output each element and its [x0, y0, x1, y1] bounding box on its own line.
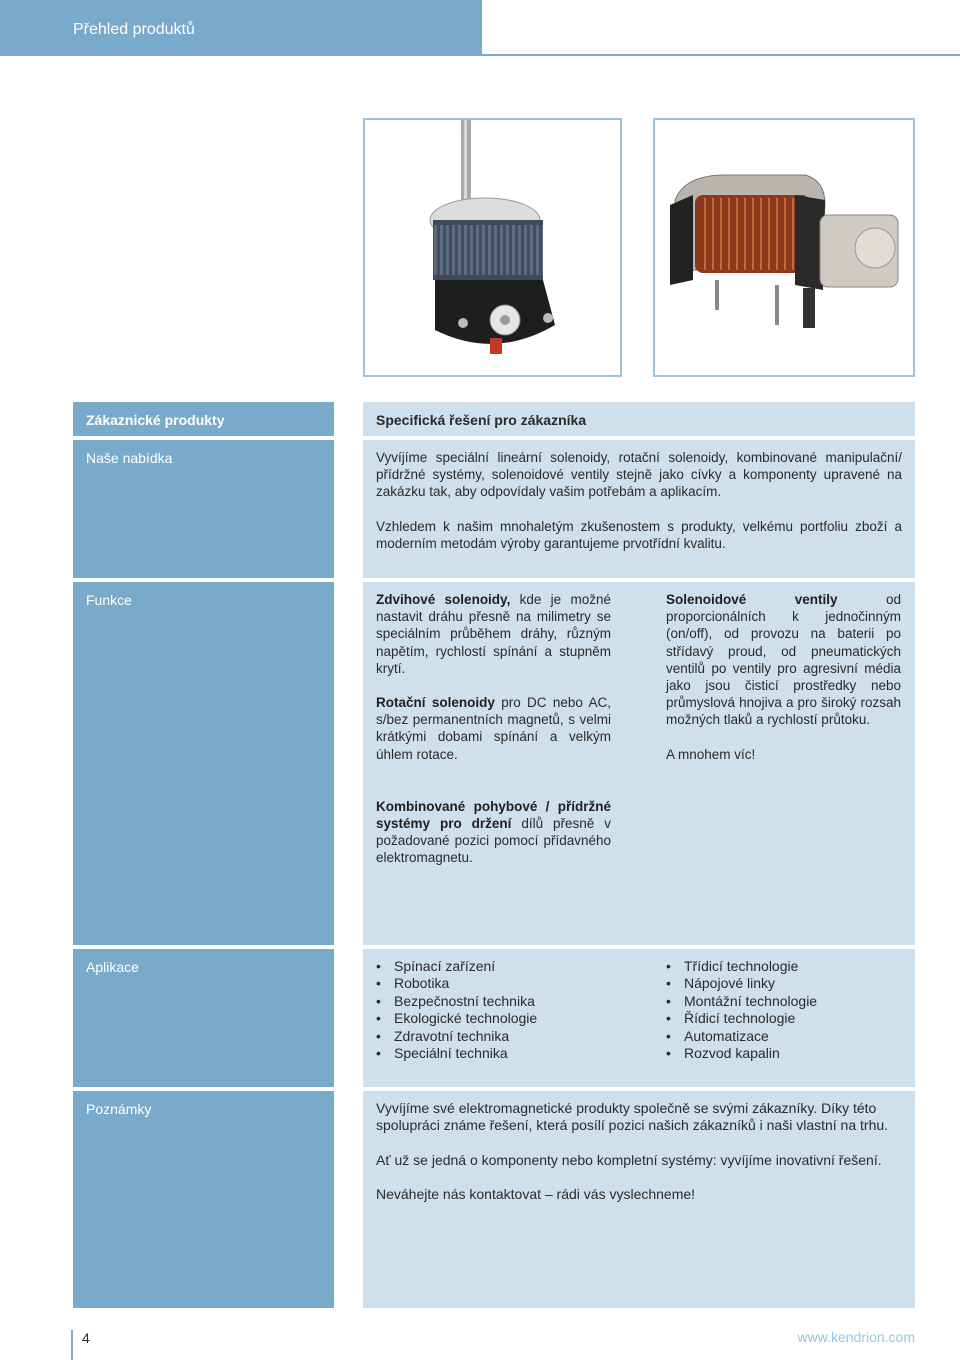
- functions-column-left: [376, 591, 611, 867]
- function-lift-solenoids-title: Zdvihové solenoidy,: [376, 592, 511, 607]
- customer-products-label-cell: [73, 402, 334, 436]
- function-solenoid-valves: [666, 591, 901, 729]
- offer-paragraph-2: Vzhledem k našim mnohaletým zkušenostem s produkty, velkému portfoliu zboží a moderním metodám výroby garantujeme prvotřídní kvalitu.: [376, 518, 902, 551]
- list-item: • Třídicí technologie: [666, 958, 901, 975]
- coil-valve-image: [655, 120, 913, 375]
- offer-content: [363, 440, 915, 578]
- rotary-solenoid-image: [365, 120, 620, 375]
- list-item: • Robotika: [376, 975, 636, 992]
- function-rotary-solenoids-text: pro DC nebo AC, s/bez permanentních magnetů, s velmi krátkými dobami spínání a velkým úhlem rotace.: [376, 695, 611, 762]
- notes-label: Poznámky: [86, 1101, 152, 1117]
- list-item: • Automatizace: [666, 1028, 901, 1045]
- function-rotary-solenoids-title: Rotační solenoidy: [376, 695, 495, 711]
- list-item: • Spínací zařízení: [376, 958, 636, 975]
- list-item: • Montážní technologie: [666, 993, 901, 1010]
- page-number: 4: [82, 1330, 90, 1346]
- function-combined-systems-text: dílů přesně v požadované pozici pomocí přídavného elektromagnetu.: [376, 816, 611, 866]
- notes-content: [363, 1091, 915, 1308]
- list-item: • Bezpečnostní technika: [376, 993, 636, 1010]
- functions-label: Funkce: [86, 592, 132, 608]
- footer-rule: [71, 1330, 73, 1360]
- function-solenoid-valves-text: od proporcionálních k jednočinným (on/off), od provozu na baterii po střídavý proud, od pneumatických ventilů po ventily pro agresivní média jako jsou čisticí prostředky nebo průmyslová hnojiva a pro široký rozsah možných tlaků a rychlostí průtoku.: [666, 592, 901, 728]
- functions-column-right: [666, 591, 901, 763]
- rotary-solenoid-photo: [363, 118, 622, 377]
- applications-content: [363, 949, 915, 1087]
- list-item: • Nápojové linky: [666, 975, 901, 992]
- applications-list-left: [376, 958, 636, 1062]
- offer-paragraph-1: Vyvíjíme speciální lineární solenoidy, rotační solenoidy, kombinované manipulační/ přídržné systémy, solenoidové ventily stejně jako cívky a komponenty upravené na zakázku tak, aby odpovídaly vašim potřebám a aplikacím.: [376, 450, 902, 500]
- header-rule: [482, 54, 960, 56]
- offer-label-cell: [73, 440, 334, 578]
- function-much-more: A mnohem víc!: [666, 746, 756, 762]
- list-item: • Rozvod kapalin: [666, 1045, 901, 1062]
- functions-label-cell: [73, 582, 334, 945]
- notes-paragraph-1: Vyvíjíme své elektromagnetické produkty společně se svými zákazníky. Díky této spolupráci známe řešení, která posílí pozici našich zákazníků i naši vlastní na trhu.: [376, 1100, 889, 1134]
- customer-products-label: Zákaznické produkty: [86, 412, 225, 428]
- function-solenoid-valves-title: Solenoidové ventily: [666, 592, 838, 607]
- function-combined-systems: [376, 798, 611, 867]
- applications-label: Aplikace: [86, 959, 139, 975]
- function-lift-solenoids: [376, 591, 611, 677]
- notes-paragraph-3: Neváhejte nás kontaktovat – rádi vás vyslechneme!: [376, 1186, 696, 1203]
- list-item: • Zdravotní technika: [376, 1028, 636, 1045]
- list-item: • Speciální technika: [376, 1045, 636, 1062]
- offer-label: Naše nabídka: [86, 450, 173, 466]
- coil-valve-photo: [653, 118, 915, 377]
- page-title: Přehled produktů: [73, 21, 195, 38]
- list-item: • Řídicí technologie: [666, 1010, 901, 1027]
- function-combined-systems-title: Kombinované pohybové / přídržné systémy pro držení: [376, 798, 611, 832]
- functions-content: [363, 582, 915, 945]
- notes-paragraph-2: Ať už se jedná o komponenty nebo kompletní systémy: vyvíjíme inovativní řešení.: [376, 1151, 882, 1168]
- customer-solutions-heading: Specifická řešení pro zákazníka: [376, 412, 587, 428]
- customer-solutions-heading-cell: [363, 402, 915, 436]
- function-rotary-solenoids: [376, 694, 611, 763]
- applications-list-right: [666, 958, 901, 1062]
- function-lift-solenoids-text: kde je možné nastavit dráhu přesně na milimetry se speciálním průběhem dráhy, různým napětím, rychlostí spínání a stupněm krytí.: [376, 592, 612, 676]
- website-link[interactable]: www.kendrion.com: [797, 1329, 915, 1345]
- list-item: • Ekologické technologie: [376, 1010, 636, 1027]
- applications-label-cell: [73, 949, 334, 1087]
- notes-label-cell: [73, 1091, 334, 1308]
